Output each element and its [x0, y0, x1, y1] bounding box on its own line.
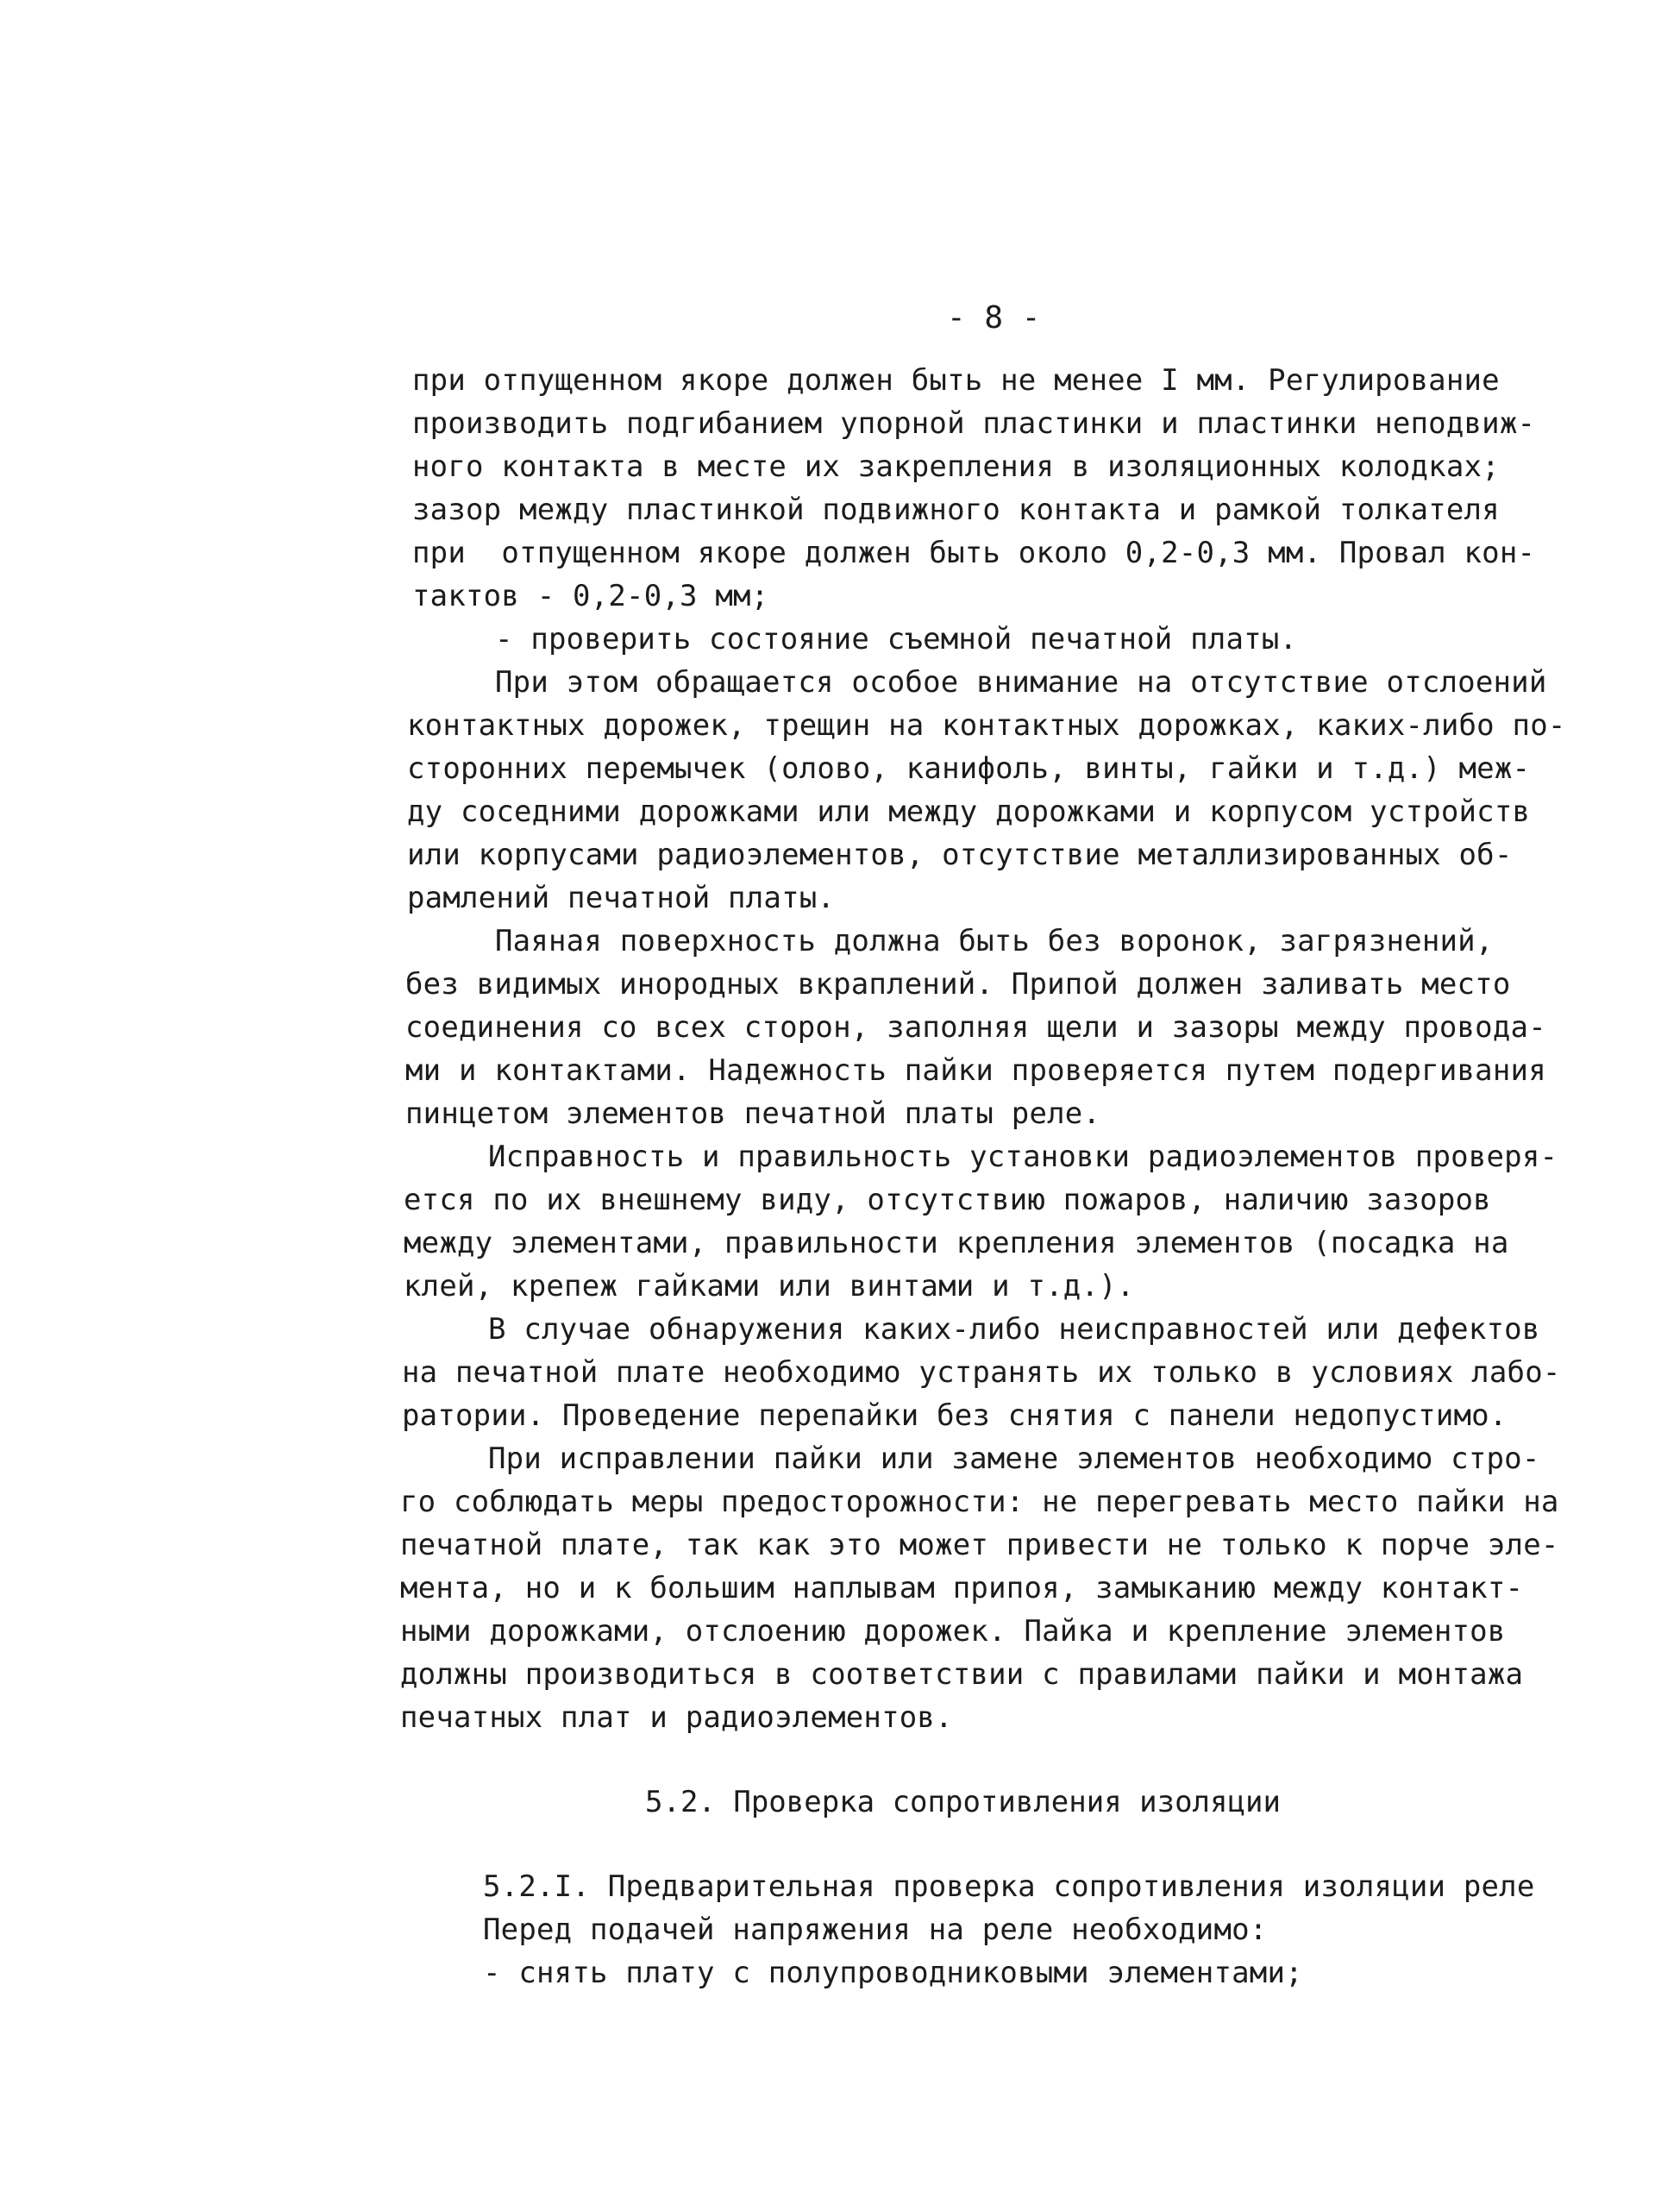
body-line: ного контакта в месте их закрепления в изоляционных колодках;: [412, 449, 1500, 484]
body-line: клей, крепеж гайками или винтами и т.д.).: [404, 1269, 1135, 1303]
body-line: пинцетом элементов печатной платы реле.: [405, 1096, 1101, 1131]
body-line: печатных плат и радиоэлементов.: [400, 1700, 953, 1735]
body-line: ными дорожками, отслоению дорожек. Пайка и крепление элементов: [400, 1614, 1506, 1649]
body-line: го соблюдать меры предосторожности: не перегревать место пайки на: [400, 1485, 1559, 1519]
body-line: производить подгибанием упорной пластинки и пластинки неподвиж-: [412, 406, 1536, 441]
body-line: между элементами, правильности крепления элементов (посадка на: [404, 1226, 1509, 1260]
body-line: Исправность и правильность установки радиоэлементов проверя-: [488, 1140, 1558, 1174]
body-line: Паяная поверхность должна быть без воронок, загрязнений,: [495, 924, 1494, 958]
body-line: контактных дорожек, трещин на контактных дорожках, каких-либо по-: [407, 708, 1566, 743]
body-line: или корпусами радиоэлементов, отсутствие металлизированных об-: [407, 838, 1513, 872]
body-line: В случае обнаружения каких-либо неисправностей или дефектов: [488, 1312, 1540, 1347]
body-line: ми и контактами. Надежность пайки проверяется путем подергивания: [405, 1053, 1546, 1088]
body-line: при отпущенном якоре должен быть около 0,2-0,3 мм. Провал кон-: [412, 536, 1536, 570]
body-line: - проверить состояние съемной печатной платы.: [495, 622, 1298, 656]
body-line: При исправлении пайки или замене элементов необходимо стро-: [488, 1442, 1540, 1476]
body-line: соединения со всех сторон, заполняя щели и зазоры между провода-: [405, 1010, 1546, 1045]
subsection-line: 5.2.I. Предварительная проверка сопротивления изоляции реле: [483, 1869, 1535, 1904]
body-line: При этом обращается особое внимание на отсутствие отслоений: [495, 665, 1547, 700]
body-line: мента, но и к большим наплывам припоя, замыканию между контакт-: [400, 1571, 1524, 1605]
body-line: тактов - 0,2-0,3 мм;: [412, 579, 769, 613]
section-heading: 5.2. Проверка сопротивления изоляции: [645, 1785, 1281, 1819]
body-line: ется по их внешнему виду, отсутствию пожаров, наличию зазоров: [404, 1183, 1491, 1217]
body-line: при отпущенном якоре должен быть не менее I мм. Регулирование: [412, 363, 1500, 398]
body-line: сторонних перемычек (олово, канифоль, винты, гайки и т.д.) меж-: [407, 751, 1531, 786]
body-line: должны производиться в соответствии с правилами пайки и монтажа: [400, 1657, 1524, 1692]
body-line: зазор между пластинкой подвижного контакта и рамкой толкателя: [412, 493, 1500, 527]
body-line: рамлений печатной платы.: [407, 881, 836, 915]
subsection-line: - снять плату с полупроводниковыми элементами;: [483, 1956, 1303, 1990]
page-number: - 8 -: [947, 300, 1041, 336]
subsection-line: Перед подачей напряжения на реле необходимо:: [483, 1913, 1268, 1947]
body-line: на печатной плате необходимо устранять их только в условиях лабо-: [402, 1355, 1561, 1390]
body-line: печатной плате, так как это может привести не только к порче эле-: [400, 1528, 1559, 1562]
body-line: ду соседними дорожками или между дорожками и корпусом устройств: [407, 795, 1531, 829]
body-line: ратории. Проведение перепайки без снятия с панели недопустимо.: [402, 1398, 1508, 1433]
body-line: без видимых инородных вкраплений. Припой должен заливать место: [405, 967, 1511, 1002]
